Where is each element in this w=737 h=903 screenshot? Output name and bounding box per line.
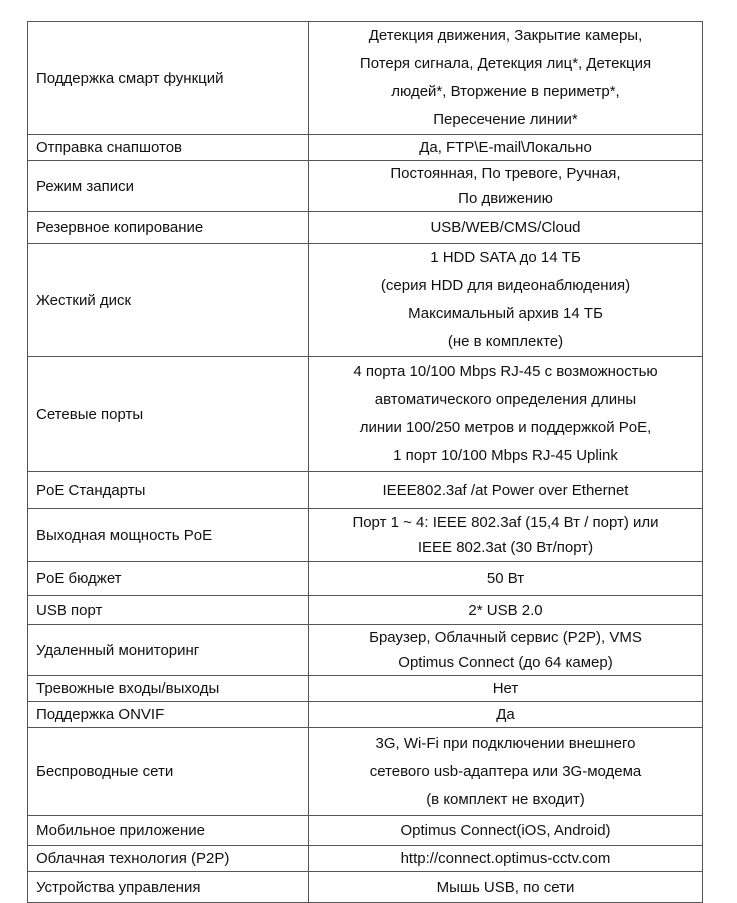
spec-value-line: (не в комплекте)	[447, 333, 564, 350]
spec-value-line: Максимальный архив 14 ТБ	[408, 305, 603, 322]
table-row	[28, 472, 703, 509]
spec-value-line: Optimus Connect (до 64 камер)	[398, 654, 613, 671]
spec-value	[309, 161, 703, 212]
spec-value	[309, 596, 703, 625]
spec-value	[309, 625, 703, 676]
table-row	[28, 212, 703, 244]
spec-value-line: Пересечение линии*	[433, 111, 578, 128]
spec-value-line: (серия HDD для видеонаблюдения)	[380, 277, 631, 294]
spec-value	[309, 846, 703, 872]
spec-value-line: Детекция движения, Закрытие камеры,	[368, 27, 643, 44]
spec-value	[309, 562, 703, 596]
spec-label: Режим записи	[28, 161, 309, 212]
spec-value-line: людей*, Вторжение в периметр*,	[391, 83, 620, 100]
spec-label: Сетевые порты	[28, 357, 309, 472]
spec-value-line: 2* USB 2.0	[468, 601, 543, 619]
spec-value	[309, 702, 703, 728]
spec-value-line: линии 100/250 метров и поддержкой PoE,	[359, 419, 652, 436]
spec-value-line: IEEE802.3af /at Power over Ethernet	[382, 481, 629, 499]
spec-label: Удаленный мониторинг	[28, 625, 309, 676]
spec-label: Выходная мощность PoE	[28, 509, 309, 562]
specifications-table	[27, 21, 703, 903]
table-row	[28, 728, 703, 816]
spec-value	[309, 212, 703, 244]
spec-value-line: http://connect.optimus-cctv.com	[400, 850, 611, 867]
spec-label: USB порт	[28, 596, 309, 625]
spec-value-line: 3G, Wi-Fi при подключении внешнего	[375, 734, 636, 752]
table-row	[28, 872, 703, 903]
spec-value-line: Мышь USB, по сети	[436, 878, 575, 896]
spec-value-line: Нет	[492, 680, 519, 697]
table-row	[28, 161, 703, 212]
table-row	[28, 676, 703, 702]
table-row	[28, 596, 703, 625]
spec-value	[309, 135, 703, 161]
table-row	[28, 244, 703, 357]
specifications-table-body	[28, 22, 703, 903]
spec-value	[309, 728, 703, 816]
spec-value	[309, 676, 703, 702]
spec-value	[309, 816, 703, 846]
spec-value-line: IEEE 802.3at (30 Вт/порт)	[417, 539, 594, 556]
spec-label: Отправка снапшотов	[28, 135, 309, 161]
spec-value	[309, 357, 703, 472]
spec-value-line: сетевого usb-адаптера или 3G-модема	[369, 762, 642, 780]
spec-value-line: 50 Вт	[486, 570, 525, 587]
spec-label: PoE Стандарты	[28, 472, 309, 509]
table-row	[28, 816, 703, 846]
spec-value	[309, 472, 703, 509]
spec-value	[309, 244, 703, 357]
spec-value-line: Браузер, Облачный сервис (P2P), VMS	[369, 629, 642, 646]
table-row	[28, 22, 703, 135]
spec-label: Поддержка ONVIF	[28, 702, 309, 728]
spec-label: Тревожные входы/выходы	[28, 676, 309, 702]
spec-value-line: USB/WEB/CMS/Cloud	[430, 219, 581, 236]
table-row	[28, 846, 703, 872]
spec-value-line: Постоянная, По тревоге, Ручная,	[390, 165, 621, 182]
spec-value-line: Да	[496, 706, 515, 723]
spec-label: Беспроводные сети	[28, 728, 309, 816]
spec-value-line: автоматического определения длины	[374, 391, 637, 408]
spec-value-line: 1 HDD SATA до 14 ТБ	[430, 249, 581, 266]
table-row	[28, 562, 703, 596]
spec-value-line: 1 порт 10/100 Mbps RJ-45 Uplink	[393, 447, 618, 464]
spec-value-line: Порт 1 ~ 4: IEEE 802.3af (15,4 Вт / порт) или	[352, 514, 659, 531]
spec-value	[309, 872, 703, 903]
spec-value-line: Потеря сигнала, Детекция лиц*, Детекция	[359, 55, 652, 72]
spec-value-line: (в комплект не входит)	[426, 790, 585, 808]
spec-value-line: Optimus Connect(iOS, Android)	[400, 822, 611, 839]
spec-value	[309, 509, 703, 562]
spec-label: PoE бюджет	[28, 562, 309, 596]
spec-label: Жесткий диск	[28, 244, 309, 357]
table-row	[28, 357, 703, 472]
table-row	[28, 625, 703, 676]
spec-value-line: Да, FTP\E-mail\Локально	[419, 139, 592, 156]
table-row	[28, 509, 703, 562]
spec-label: Резервное копирование	[28, 212, 309, 244]
spec-value	[309, 22, 703, 135]
spec-label: Мобильное приложение	[28, 816, 309, 846]
spec-value-line: По движению	[458, 190, 553, 207]
spec-label: Облачная технология (P2P)	[28, 846, 309, 872]
spec-label: Устройства управления	[28, 872, 309, 903]
table-row	[28, 702, 703, 728]
spec-value-line: 4 порта 10/100 Mbps RJ-45 с возможностью	[353, 363, 658, 380]
table-row	[28, 135, 703, 161]
spec-label: Поддержка смарт функций	[28, 22, 309, 135]
